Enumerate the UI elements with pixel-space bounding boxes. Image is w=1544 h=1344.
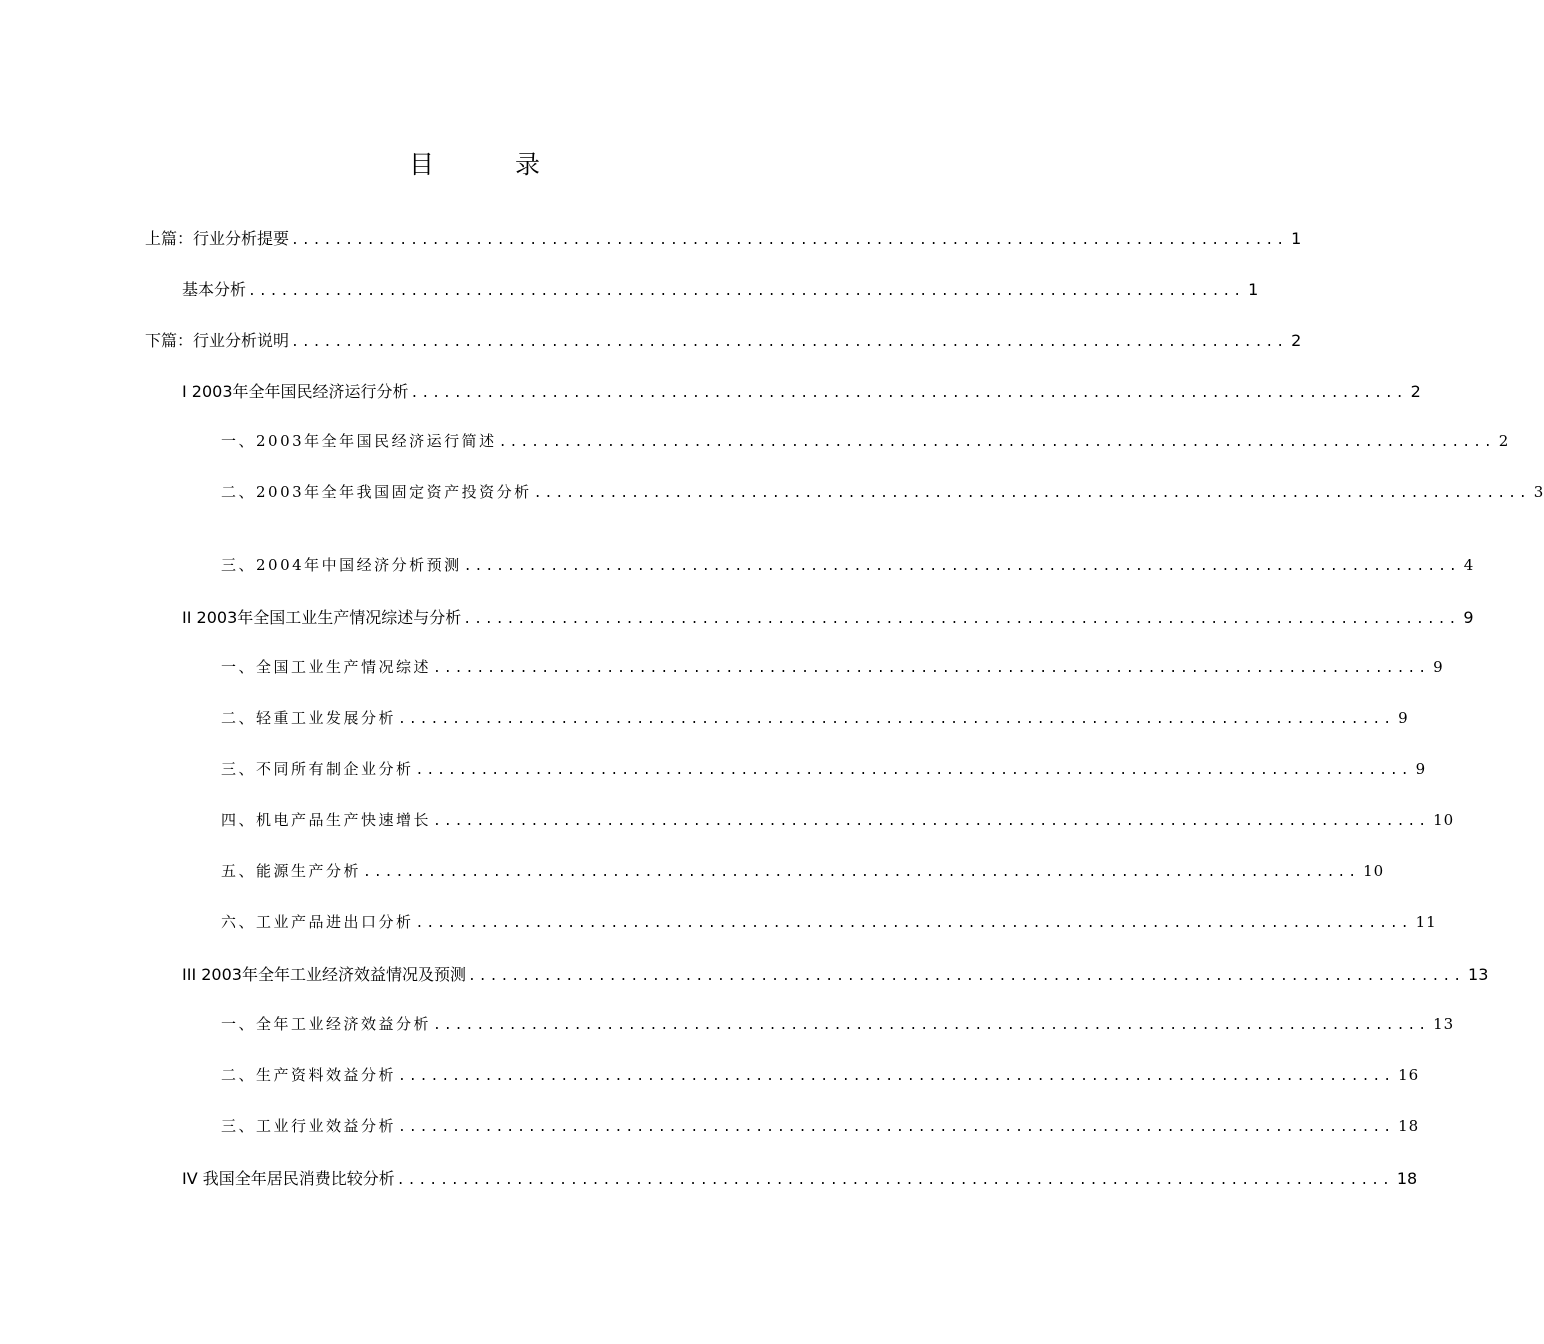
toc-entry-title: IV 我国全年居民消费比较分析	[182, 1169, 395, 1188]
toc-entry-page: 18	[1398, 1117, 1420, 1135]
toc-entry-page: 11	[1415, 913, 1437, 931]
toc-leader-dots: ............................................................................................	[415, 763, 1412, 778]
toc-entry-title: 下篇：行业分析说明	[145, 331, 290, 350]
toc-leader-dots: ............................................................................................	[433, 814, 1430, 829]
toc-entry-basic-analysis[interactable]	[182, 277, 1259, 301]
title-char-2: 录	[515, 150, 542, 179]
toc-entry-part-2[interactable]	[145, 328, 1302, 352]
toc-entry-title: 六、工业产品进出口分析	[221, 913, 414, 931]
toc-entry-title: 一、全年工业经济效益分析	[221, 1015, 432, 1033]
toc-entry-chapter-1[interactable]	[182, 379, 1421, 403]
toc-entry-title: 一、全国工业生产情况综述	[221, 658, 432, 676]
toc-entry-chapter-4[interactable]	[182, 1166, 1418, 1190]
toc-entry-page: 10	[1433, 811, 1455, 829]
toc-entry-title: II 2003年全国工业生产情况综述与分析	[182, 608, 462, 627]
toc-entry-section[interactable]	[221, 481, 1544, 505]
toc-entry-section[interactable]	[221, 707, 1409, 731]
toc-entry-title: 三、工业行业效益分析	[221, 1117, 397, 1135]
toc-leader-dots: ............................................................................................	[433, 661, 1430, 676]
toc-entry-page: 13	[1433, 1015, 1455, 1033]
toc-entry-section[interactable]	[221, 1064, 1420, 1088]
toc-leader-dots: ............................................................................................	[410, 386, 1407, 401]
toc-entry-page: 2	[1410, 382, 1421, 401]
toc-entry-page: 9	[1415, 760, 1427, 778]
toc-entry-title: 二、2003年全年我国固定资产投资分析	[221, 483, 532, 501]
toc-entry-title: 一、2003年全年国民经济运行简述	[221, 432, 497, 450]
toc-entry-page: 9	[1398, 709, 1409, 727]
toc-entry-title: 二、轻重工业发展分析	[221, 709, 397, 727]
toc-entry-section[interactable]	[221, 1115, 1420, 1139]
toc-entry-section[interactable]	[221, 809, 1455, 833]
toc-leader-dots: ............................................................................................	[396, 1173, 1393, 1188]
toc-entry-chapter-2[interactable]	[182, 605, 1474, 629]
toc-entry-page: 1	[1248, 280, 1259, 299]
toc-entry-section[interactable]	[221, 911, 1437, 935]
toc-entry-part-1[interactable]	[145, 226, 1302, 250]
toc-entry-page: 13	[1468, 965, 1489, 984]
toc-entry-section[interactable]	[221, 554, 1475, 578]
toc-entry-section[interactable]	[221, 656, 1444, 680]
toc-entry-page: 9	[1463, 608, 1474, 627]
toc-entry-page: 2	[1498, 432, 1510, 450]
toc-entry-page: 16	[1398, 1066, 1420, 1084]
toc-entry-title: 二、生产资料效益分析	[221, 1066, 397, 1084]
toc-leader-dots: ............................................................................................	[415, 916, 1412, 931]
toc-entry-title: 五、能源生产分析	[221, 862, 362, 880]
toc-leader-dots: ............................................................................................	[463, 612, 1460, 627]
toc-entry-page: 1	[1291, 229, 1302, 248]
toc-entry-section[interactable]	[221, 860, 1385, 884]
toc-leader-dots: ............................................................................................	[467, 969, 1465, 984]
toc-entry-section[interactable]	[221, 430, 1510, 454]
toc-entry-page: 3	[1533, 483, 1544, 501]
toc-entry-title: 四、机电产品生产快速增长	[221, 811, 432, 829]
toc-leader-dots: ............................................................................................	[463, 559, 1460, 574]
toc-leader-dots: ............................................................................................	[533, 486, 1530, 501]
toc-leader-dots: ............................................................................................	[398, 1120, 1395, 1135]
toc-entry-page: 10	[1363, 862, 1385, 880]
toc-entry-page: 18	[1396, 1169, 1418, 1188]
toc-leader-dots: ............................................................................................	[433, 1018, 1430, 1033]
toc-entry-section[interactable]	[221, 1013, 1455, 1037]
toc-entry-title: 上篇：行业分析提要	[145, 229, 290, 248]
toc-entry-title: 三、不同所有制企业分析	[221, 760, 414, 778]
toc-entry-page: 4	[1463, 556, 1475, 574]
toc-entry-title: 基本分析	[182, 280, 247, 299]
toc-leader-dots: ............................................................................................	[498, 435, 1495, 450]
toc-leader-dots: ............................................................................................	[398, 712, 1395, 727]
toc-entry-chapter-3[interactable]	[182, 962, 1489, 986]
toc-entry-title: I 2003年全年国民经济运行分析	[182, 382, 409, 401]
toc-leader-dots: ............................................................................................	[398, 1069, 1395, 1084]
title-char-1: 目	[408, 150, 435, 179]
toc-leader-dots: ............................................................................................	[363, 865, 1360, 880]
toc-entry-title: III 2003年全年工业经济效益情况及预测	[182, 965, 466, 984]
toc-entry-page: 2	[1291, 331, 1302, 350]
toc-leader-dots: ............................................................................................	[291, 233, 1288, 248]
toc-entry-section[interactable]	[221, 758, 1427, 782]
toc-leader-dots: ............................................................................................	[248, 284, 1245, 299]
toc-entry-title: 三、2004年中国经济分析预测	[221, 556, 462, 574]
toc-leader-dots: ............................................................................................	[291, 335, 1288, 350]
toc-entry-page: 9	[1433, 658, 1444, 676]
